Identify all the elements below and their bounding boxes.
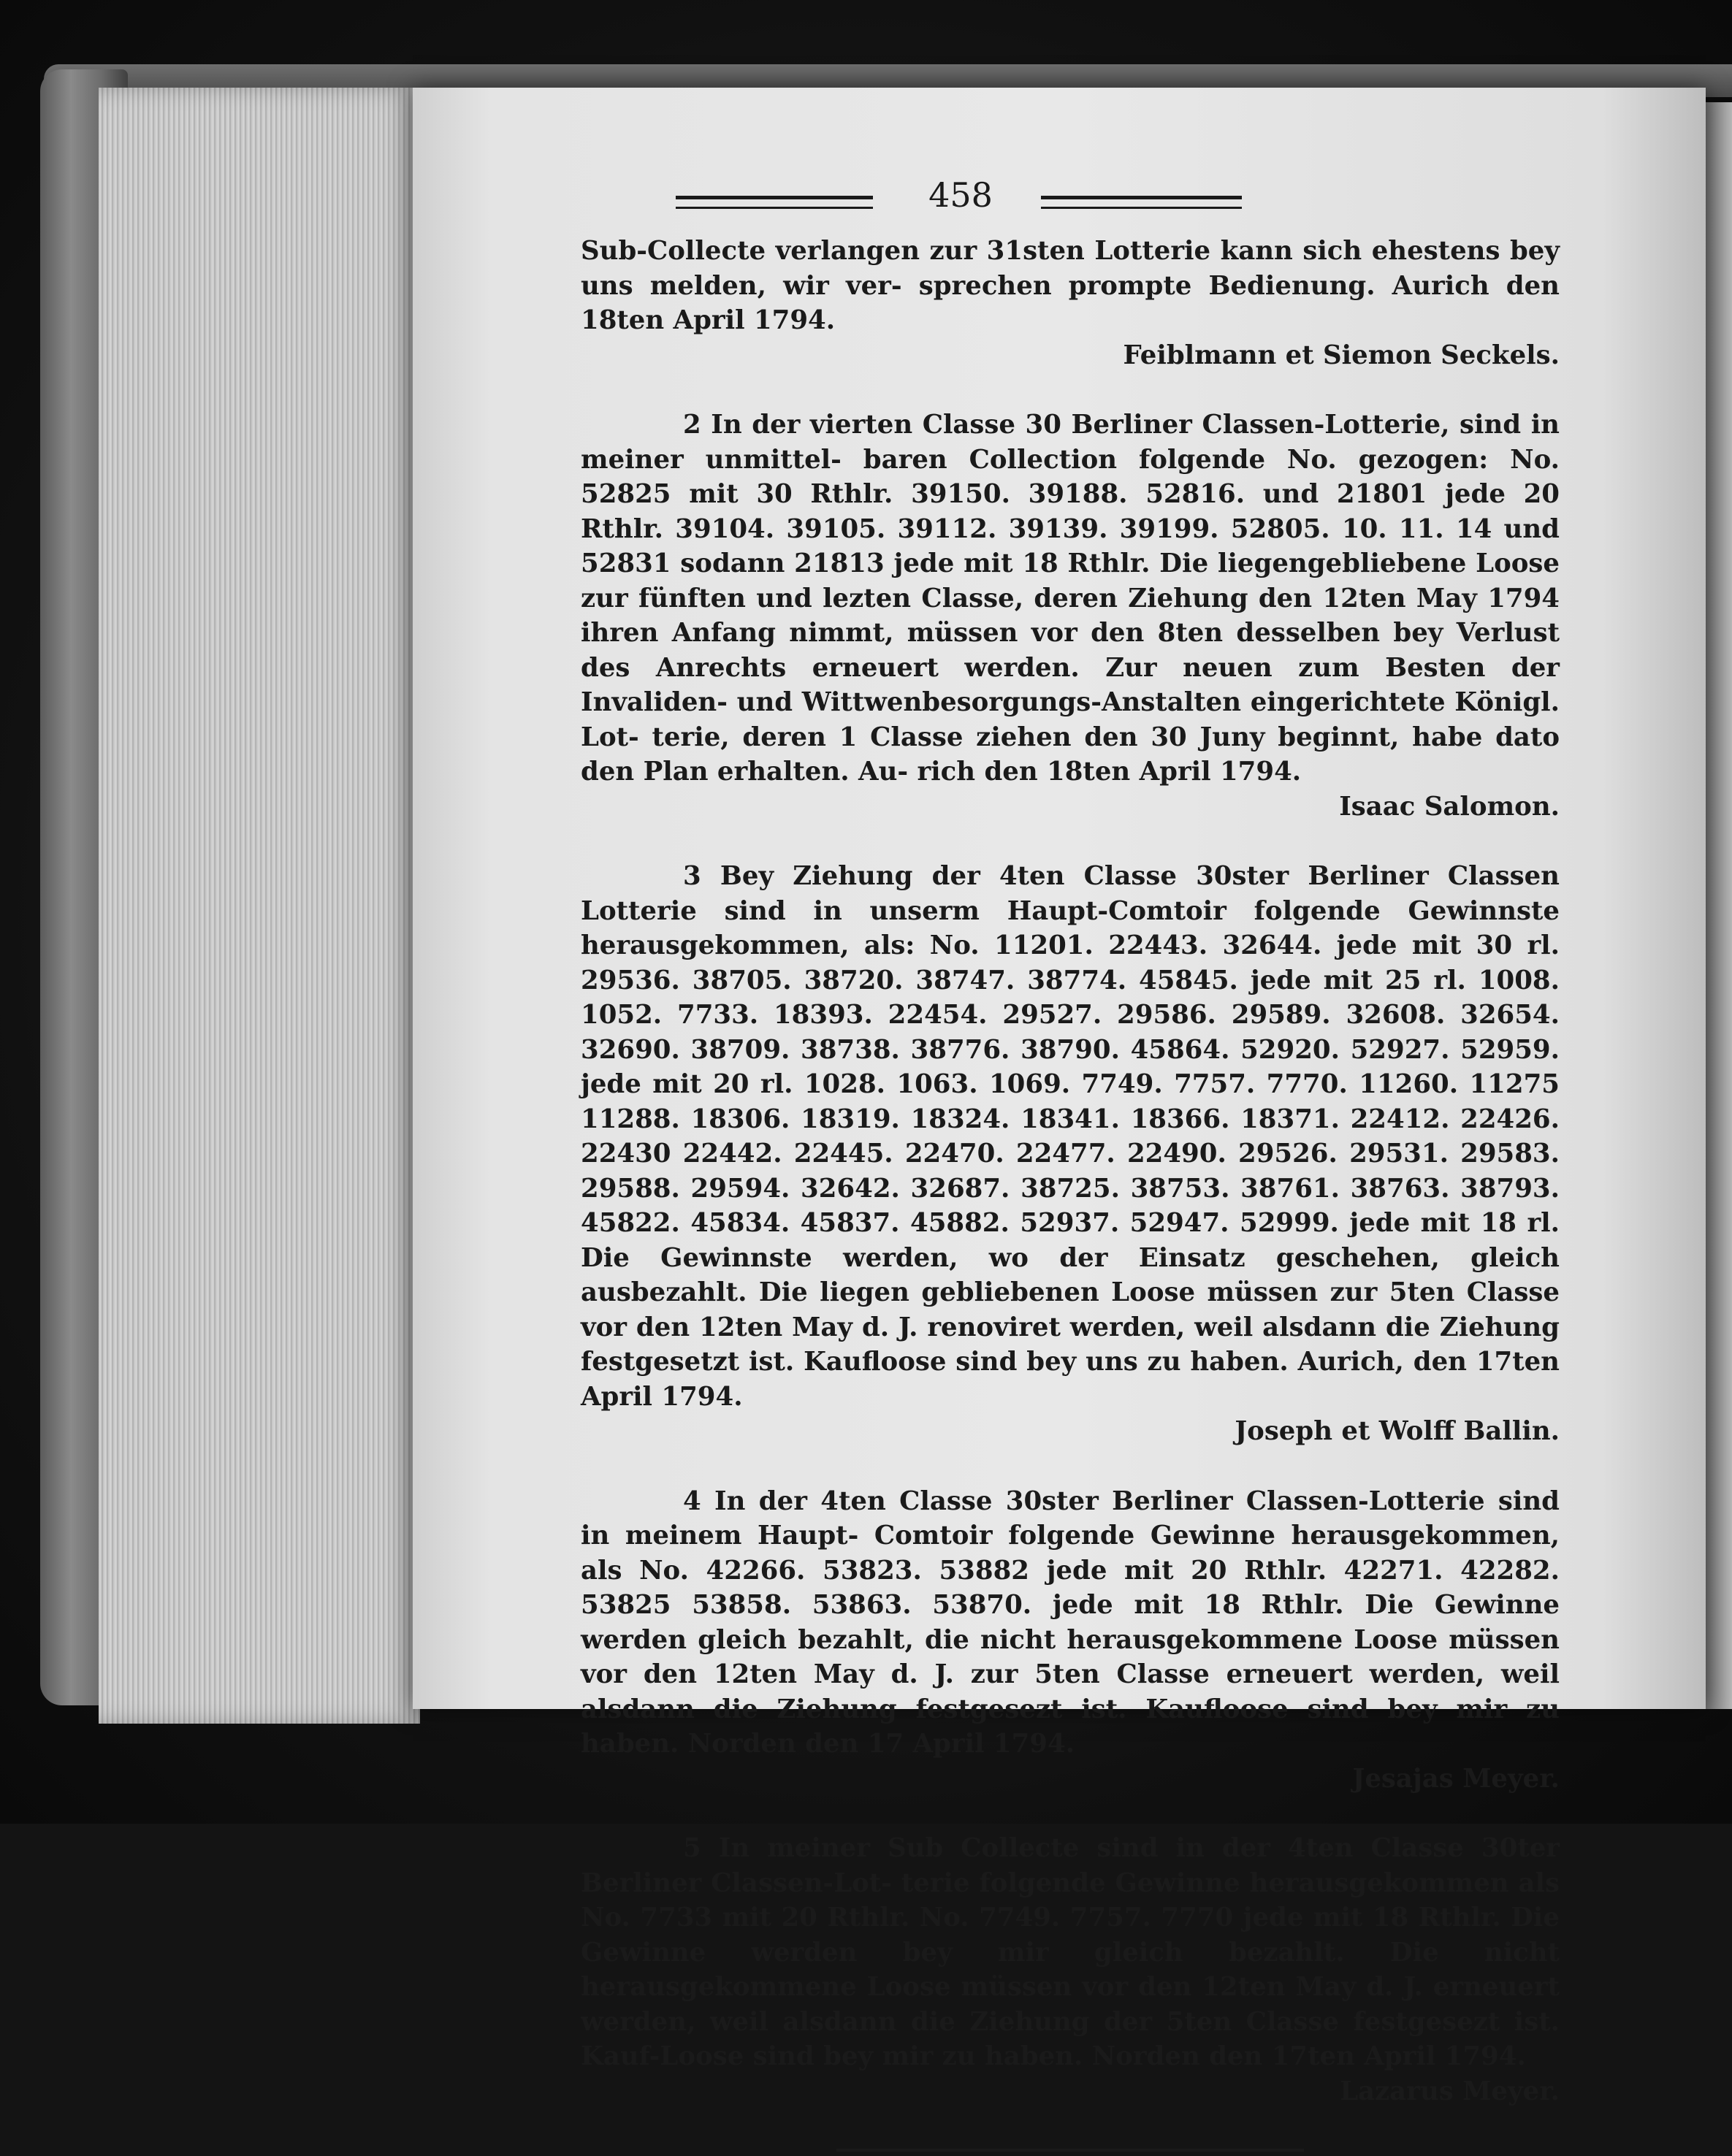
book-page xyxy=(413,88,1706,2106)
notice-signature: Jesajas Meyer. xyxy=(1352,1763,1560,1794)
page-edges xyxy=(99,88,420,1724)
header-rule-left xyxy=(676,196,873,209)
notice-signature: Joseph et Wolff Ballin. xyxy=(1235,1416,1560,1446)
header-rule-right xyxy=(1041,196,1242,209)
notice-signature: Lazarus Meyer. xyxy=(1340,2076,1560,2106)
page-number: 458 xyxy=(928,175,993,215)
notice-text: 5 In meiner Sub Collecte sind in der 4ten Classe 30ter Berliner Classen-Lot- terie folgende Gewinne herausgekommen als No. 7733 mit 20 Rthlr. No. 7749. 7757. 7770 jede mit 18 Rthlr. Die Gewinne werden bey mir gleich bezahlt. Die nicht herausgekommene Loose müssen vor den 12ten May d. J. erneuert werden, weil alsdann die Ziehung der 5ten Classe festgesezt ist. Kauf-Loose sind bey mir zu haben. Norden den 17ten April 1794. xyxy=(581,1833,1560,2071)
notice-5 xyxy=(581,1831,1560,2109)
page-content xyxy=(581,175,1560,2156)
notice-text: 4 In der 4ten Classe 30ster Berliner Classen-Lotterie sind in meinem Haupt- Comtoir folgende Gewinne herausgekommen, als No. 42266. 53823. 53882 jede mit 20 Rthlr. 42271. 42282. 53825 53858. 53863. 53870. jede mit 18 Rthlr. Die Gewinne werden gleich bezahlt, die nicht herausgekommene Loose müssen vor den 12ten May d. J. zur 5ten Classe erneuert werden, weil alsdann die Ziehung festgesezt ist. Kaufloose sind bey mir zu haben. Norden den 17 April 1794. xyxy=(581,1486,1560,1759)
continuation-signature: Feiblmann et Siemon Seckels. xyxy=(1123,340,1560,370)
notice-text: 2 In der vierten Classe 30 Berliner Classen-Lotterie, sind in meiner unmittel- baren Collection folgende No. gezogen: No. 52825 mit 30 Rthlr. 39150. 39188. 52816. und 21801 jede 20 Rthlr. 39104. 39105. 39112. 39139. 39199. 52805. 10. 11. 14 und 52831 sodann 21813 jede mit 18 Rthlr. Die liegengebliebene Loose zur fünften und lezten Classe, deren Ziehung den 12ten May 1794 ihren Anfang nimmt, müssen vor den 8ten desselben bey Verlust des Anrechts erneuert werden. Zur neuen zum Besten der Invaliden- und Wittwenbesorgungs-Anstalten eingerichtete Königl. Lot- terie, deren 1 Classe ziehen den 30 Juny beginnt, habe dato den Plan erhalten. Au- rich den 18ten April 1794. xyxy=(581,410,1560,787)
notice-text: 3 Bey Ziehung der 4ten Classe 30ster Berliner Classen Lotterie sind in unserm Haupt-Comtoir folgende Gewinnste herausgekommen, als: No. 11201. 22443. 32644. jede mit 30 rl. 29536. 38705. 38720. 38747. 38774. 45845. jede mit 25 rl. 1008. 1052. 7733. 18393. 22454. 29527. 29586. 29589. 32608. 32654. 32690. 38709. 38738. 38776. 38790. 45864. 52920. 52927. 52959. jede mit 20 rl. 1028. 1063. 1069. 7749. 7757. 7770. 11260. 11275 11288. 18306. 18319. 18324. 18341. 18366. 18371. 22412. 22426. 22430 22442. 22445. 22470. 22477. 22490. 29526. 29531. 29583. 29588. 29594. 32642. 32687. 38725. 38753. 38761. 38763. 38793. 45822. 45834. 45837. 45882. 52937. 52947. 52999. jede mit 18 rl. Die Gewinnste werden, wo der Einsatz geschehen, gleich ausbezahlt. Die liegen gebliebenen Loose müssen zur 5ten Classe vor den 12ten May d. J. renoviret werden, weil alsdann die Ziehung festgesetzt ist. Kaufloose sind bey uns zu haben. Aurich, den 17ten April 1794. xyxy=(581,861,1560,1412)
notice-signature: Isaac Salomon. xyxy=(1339,791,1560,822)
notice-2 xyxy=(581,408,1560,824)
page-header xyxy=(581,175,1560,234)
continuation-text: Sub-Collecte verlangen zur 31sten Lotterie kann sich ehestens bey uns melden, wir ver- sprechen prompte Bedienung. Aurich den 18ten April 1794. xyxy=(581,236,1560,335)
notice-4 xyxy=(581,1484,1560,1797)
notice-3 xyxy=(581,859,1560,1449)
facing-page-edge xyxy=(1702,102,1732,1709)
end-rule xyxy=(836,2149,1304,2156)
